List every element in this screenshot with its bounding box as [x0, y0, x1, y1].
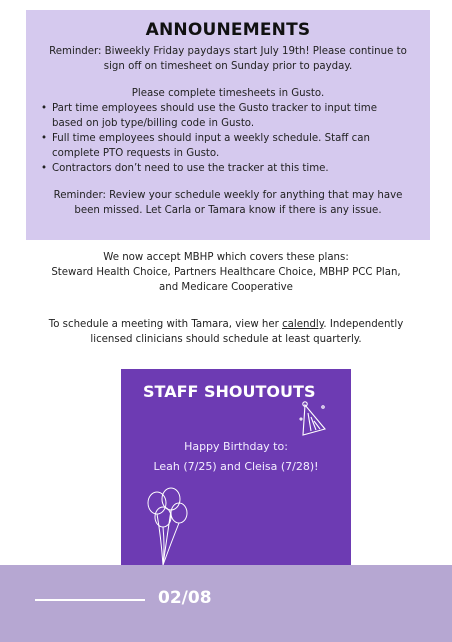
bullet-full-time [40, 131, 418, 161]
meeting-notice [20, 317, 432, 347]
schedule-review-line-1: Reminder: Review your schedule weekly for anything that may have [53, 190, 403, 201]
mbhp-notice [20, 250, 432, 295]
bullet-dot-icon: • [41, 163, 48, 174]
birthday-line-2: Leah (7/25) and Cleisa (7/28)! [153, 460, 319, 473]
announcements-panel [26, 10, 430, 240]
meeting-line-2: licensed clinicians should schedule at least quarterly. [90, 334, 362, 345]
calendly-link[interactable]: calendly [282, 319, 324, 330]
spacer [38, 176, 418, 188]
mbhp-line-1: We now accept MBHP which covers these plans: [103, 252, 349, 263]
page-footer [0, 565, 452, 642]
balloons-icon [141, 487, 191, 567]
shoutouts-title: STAFF SHOUTOUTS [143, 382, 316, 401]
bullet-text-line: Contractors don’t need to use the tracker at this time. [52, 163, 329, 174]
payday-reminder-line-1: Reminder: Biweekly Friday paydays start July 19th! Please continue to [49, 46, 407, 57]
bullet-dot-icon: • [41, 133, 48, 144]
announcements-title: ANNOUNEMENTS [145, 20, 311, 40]
payday-reminder-line-2: sign off on timesheet on Sunday prior to payday. [103, 61, 353, 72]
bullet-dot-icon: • [41, 103, 48, 114]
staff-shoutouts-panel [121, 369, 351, 574]
meeting-line-1 [20, 317, 432, 332]
mbhp-line-2: Steward Health Choice, Partners Healthcare Choice, MBHP PCC Plan, [51, 267, 401, 278]
birthday-line-1: Happy Birthday to: [184, 440, 288, 453]
timesheet-bullet-list [38, 101, 418, 176]
bullet-text-line: Full time employees should input a weekly schedule. Staff can [52, 133, 370, 144]
mbhp-line-3: and Medicare Cooperative [159, 282, 293, 293]
birthday-message [121, 437, 351, 477]
footer-divider [35, 599, 145, 601]
bullet-text-line: complete PTO requests in Gusto. [52, 148, 220, 159]
party-hat-icon [299, 399, 329, 439]
meeting-text-after: . Independently [323, 319, 404, 330]
spacer [38, 74, 418, 86]
schedule-review-line-2: been missed. Let Carla or Tamara know if there is any issue. [74, 205, 382, 216]
gusto-timesheet-line: Please complete timesheets in Gusto. [131, 88, 325, 99]
meeting-text-before: To schedule a meeting with Tamara, view her [48, 319, 283, 330]
page-number: 02/08 [158, 588, 212, 608]
bullet-contractors [40, 161, 418, 176]
bullet-text-line: based on job type/billing code in Gusto. [52, 118, 255, 129]
bullet-text-line: Part time employees should use the Gusto tracker to input time [52, 103, 377, 114]
bullet-part-time [40, 101, 418, 131]
